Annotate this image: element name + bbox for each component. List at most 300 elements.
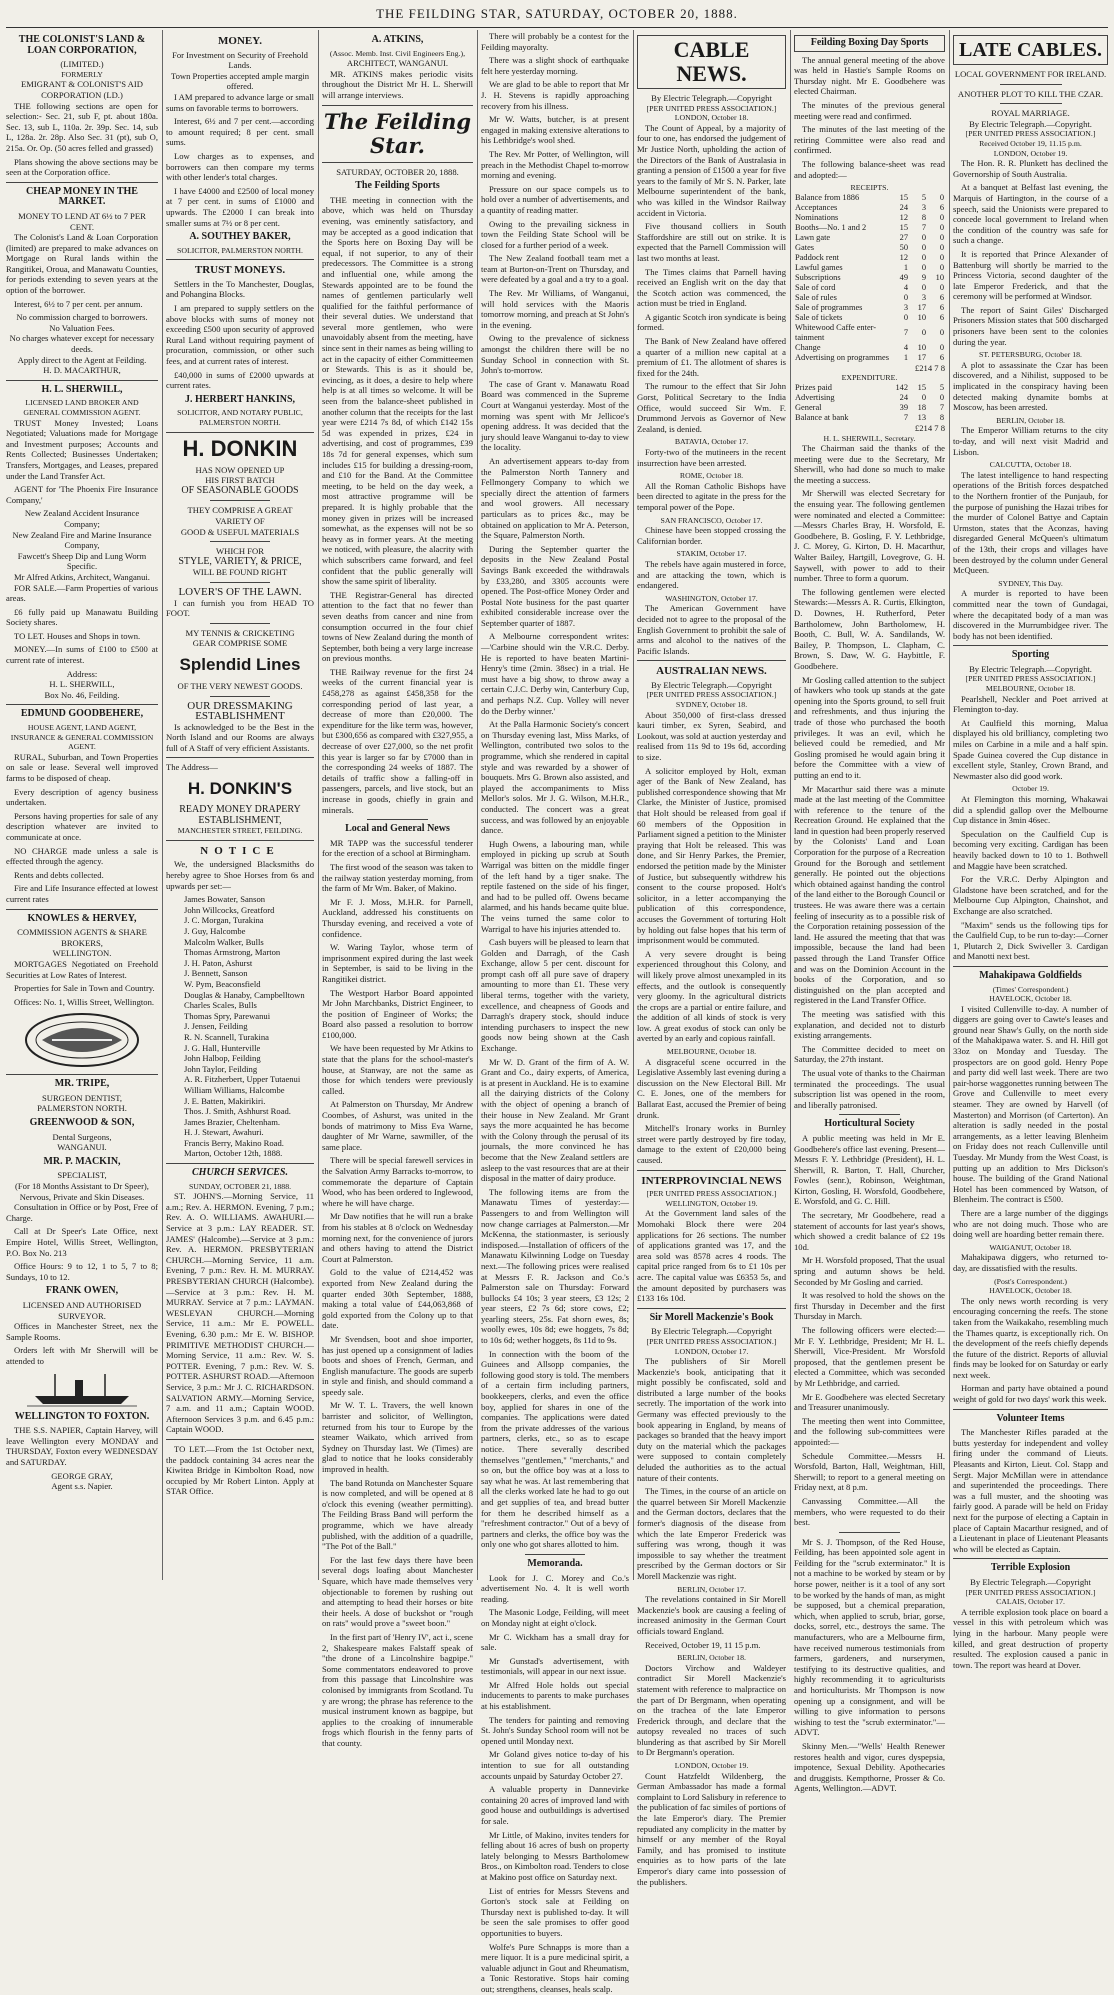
- ad-text: (Assoc. Memb. Inst. Civil Engineers Eng.),: [329, 48, 466, 58]
- ledger-amount: 5: [939, 382, 944, 392]
- ad-paragraph: Plans showing the above sections may be seen at the Corporation office.: [6, 156, 158, 178]
- ledger-amount: 0: [939, 232, 944, 242]
- dateline: HAVELOCK, October 18.: [989, 994, 1072, 1004]
- ad-paragraph: FOR SALE.—Farm Properties of various areas.: [6, 582, 158, 604]
- ledger-amount: 12: [899, 212, 908, 222]
- ad-heading: EDMUND GOODBEHERE,: [20, 708, 144, 720]
- blacksmith-name: James Brazier, Cheltenham.: [184, 1116, 281, 1127]
- article-paragraph: At Flemington this morning, Whakawai did a splendid gallop over the Melbourne Cup distance in 3min 46sec.: [953, 794, 1108, 826]
- ledger-row: [794, 263, 945, 273]
- ledger-amount: 0: [939, 262, 944, 272]
- blacksmith-name: J. G. Hall, Hunterville: [184, 1042, 261, 1053]
- article-heading: AUSTRALIAN NEWS.: [656, 665, 767, 678]
- dateline: BERLIN, October 18.: [996, 415, 1065, 425]
- ad-text: VARIETY OF: [215, 515, 265, 526]
- ledger-amount: 0: [921, 392, 926, 402]
- article-paragraph: Skinny Men.—"Wells' Health Renewer restores health and vigor, cures dyspepsia, impotence, Sexual Debility. Apothecaries and druggists. Kempthorne, Prosser & Co. Agents, Wellington.—ADVT.: [794, 1740, 945, 1794]
- column-rule: [318, 30, 319, 1580]
- article-paragraph: Count Hatzfeldt Wildenberg, the German Ambassador has made a formal complaint to Lord Salisbury in reference to the publication of fac similes of portions of the late Emperor's diary. The Premier repudiated any complicity in the matter by himself or any member of the Royal Family, and has promised to institute enquiries as to how parts of the late Emperor's diary came into possession of the publishers.: [637, 1770, 786, 1887]
- article-paragraph: The American Government have decided not to agree to the proposal of the English Government to prohibit the sale of arms and alcohol to the natives of the Pacific Islands.: [637, 603, 786, 656]
- ledger-amount: 17: [917, 352, 926, 362]
- article-paragraph: Mitchell's Ironary works in Burnley street were partly destroyed by fire today, damage to the extent of £20,000 being caused.: [637, 1123, 786, 1165]
- article-paragraph: The New Zealand football team met a team at Burton-on-Trent on Thursday, and were defeated by a goal and a try to a goal.: [481, 253, 629, 285]
- ad-text: GEAR COMPRISE SOME: [192, 638, 288, 649]
- dateline: HAVELOCK, October 18.: [989, 1286, 1072, 1296]
- article-heading: Terrible Explosion: [990, 1562, 1071, 1574]
- ad-text: HAS NOW OPENED UP: [195, 464, 285, 475]
- ad-text: GEORGE GRAY,: [51, 1470, 113, 1481]
- article-paragraph: Speculation on the Caulfield Cup is becoming very exciting. Cardigan has been heavily backed down to 10 to 1. Bothwell and Maggie have been scratched.: [953, 828, 1108, 871]
- ledger-heading: EXPENDITURE.: [841, 373, 898, 383]
- ad-text: Box No. 46, Feilding.: [44, 689, 120, 700]
- blacksmith-names-list: [166, 894, 314, 1159]
- ad-text: LICENSED LAND BROKER AND: [25, 398, 139, 408]
- article-paragraph: In connection with the boom of the Guinees and Allsopp companies, the following good story is told. The members of a certain firm including partners, bookkeepers, clerks, and even the office boy, applied for shares in one of the companies. The applications were dated from the private addresses of the various partners, clerks, etc., so as to escape notice. There severally described themselves "gentlemen," "merchants," and so on, but the office boy was at a loss to say what he was. At last remembering that all the clerks worked late he had to go out and get supplies of tea, and bread butter for them he described himself as a "refreshment contractor." Out of a bevy of partners and clerks, the office boy was the only one who got shares allotted to him.: [481, 1348, 629, 1550]
- ad-heading: FRANK OWEN,: [45, 1285, 119, 1297]
- blacksmith-name: James Bowater, Sanson: [184, 894, 266, 905]
- ad-paragraph: We, the undersigned Blacksmiths do hereby agree to Shoe Horses from 6s and upwards per set:—: [166, 859, 314, 891]
- article-paragraph: There will probably be a contest for the Feilding mayoralty.: [481, 31, 629, 52]
- newspaper-title: The Feilding Star.: [323, 108, 472, 158]
- ledger-amount: 15: [899, 192, 908, 202]
- article-paragraph: Mr H. Worsfold proposed, That the usual spring and autumn shows be held. Seconded by Mr Gosling and carried.: [794, 1255, 945, 1287]
- byline: By Electric Telegraph.—Copyright: [651, 679, 772, 690]
- ad-text: Mr Alfred Atkins, Architect, Wanganui.: [14, 571, 150, 582]
- ledger-row: [794, 213, 945, 223]
- ad-text: ARCHITECT, WANGANUI.: [346, 58, 449, 69]
- article-paragraph: The Count of Appeal, by a majority of four to one, has endorsed the judgement of Mr Justice North, upholding the action of the Directors of the Bank of Australasia in granting a pension of £1500 a year for five years to the family of Mr S. N. Parker, late Melbourne superintendent of the bank, who was killed in the Windsor Railway accident in Victoria.: [637, 122, 786, 218]
- ad-paragraph: Settlers in the To Manchester, Douglas, and Pohangina Blocks.: [166, 278, 314, 300]
- article-heading: Sir Morell Mackenzie's Book: [649, 1311, 774, 1323]
- ad-paragraph: MONEY.—In sums of £100 to £500 at current rate of interest.: [6, 644, 158, 666]
- sub-heading: ROYAL MARRIAGE.: [991, 108, 1070, 119]
- ledger-amount: 7: [903, 412, 908, 422]
- ledger-amount: 0: [921, 232, 926, 242]
- ad-paragraph: Orders left with Mr Sherwill will be attended to: [6, 1345, 158, 1366]
- article-paragraph: Wolfe's Pure Schnapps is more than a mere liquor. It is a pure medicinal spirit, a valuable adjunct in Gout and Rheumatism, a Tonic Restorative. Stops hair coming out; strengthens, cleanses, heals scalp.: [481, 1941, 629, 1994]
- blacksmith-name: William Williams, Halcombe: [184, 1084, 285, 1095]
- blacksmith-name: J. C. Morgan, Turakina: [184, 915, 264, 926]
- divider: [210, 623, 269, 624]
- divider: [210, 500, 269, 501]
- article-paragraph: Gold to the value of £214,452 was exported from New Zealand during the quarter ended 30th September, 1888, making a total value of £44,063,868 of gold exported from the Colony up to that date.: [322, 1267, 473, 1331]
- ad-heading: KNOWLES & HERVEY,: [27, 912, 137, 924]
- article-paragraph: All the Roman Catholic Bishops have been directed to agitate in the press for the temporal power of the Pope.: [637, 480, 786, 512]
- dateline: BERLIN, October 17.: [677, 1584, 746, 1594]
- article-paragraph: An advertisement appears to-day from the Palmerston North Tannery and Fellmongery Company to which we specially direct the attention of farmers and wool growers. All necessary particulars as to prices &c., may be obtained on application to Mr A. Peterson, the Square, Palmerston North.: [481, 455, 629, 541]
- ledger-item: General: [795, 402, 822, 412]
- article-paragraph: At Palmerston on Thursday, Mr Andrew Coombes, of Ashurst, was united in the bonds of matrimony to Miss Eva Warne, daughter of Mr Warne, sawmiller, of the same place.: [322, 1099, 473, 1152]
- dateline: WELLINGTON, October 19.: [665, 1198, 758, 1208]
- ad-text: Nervous, Private and Skin Diseases.: [19, 1191, 145, 1202]
- article-paragraph: MR TAPP was the successful tenderer for the erection of a school at Birmingham.: [322, 837, 473, 859]
- ad-paragraph: AGENT for 'The Phoenix Fire Insurance Company,': [6, 484, 158, 505]
- ad-text: (LIMITED.): [60, 59, 104, 70]
- article-paragraph: Mr S. J. Thompson, of the Red House, Feilding, has been appointed sole agent in Feilding for the "scrub exterminator." It is not a machine to be worked by steam or by horse power, neither is it a tool of any sort to be worked by the hands of man, as might be supposed, but a chemical preparation, which, when applied to scrub, briar, gorse, docks, sorrel, etc., destroys the same. The manufacturers, who are a Melbourne firm, have received numerous testimonials from farmers, gardeners, and nurserymen, testifying to its destructive qualities, and highly recommending it to agriculturists and horticulturists. Mr Thompson is now opening up a consignment, and will be willing to give information to persons wishing to test the "scrub exterminator."—ADVT.: [794, 1536, 945, 1738]
- ad-text: GENERAL COMMISSION AGENT.: [23, 408, 141, 417]
- divider: [166, 1439, 314, 1440]
- ad-paragraph: RURAL, Suburban, and Town Properties on sale or lease. Several well improved farms to be disposed of cheap.: [6, 751, 158, 783]
- divider: [839, 1532, 899, 1533]
- article-paragraph: The report of Saint Giles' Discharged Prisoners Mission states that 500 discharged prisoners have been sent to the colonies during the year.: [953, 304, 1108, 347]
- ad-text: Fawcett's Sheep Dip and Lung Worm Specific.: [17, 550, 147, 572]
- ad-paragraph: I can furnish you from HEAD TO FOOT.: [166, 597, 314, 619]
- article-paragraph: The minutes of the previous general meeting were read and confirmed.: [794, 99, 945, 121]
- ad-text: Agent s.s. Napier.: [51, 1481, 113, 1492]
- byline: [PER UNITED PRESS ASSOCIATION.]: [646, 103, 777, 113]
- article-paragraph: THE Registrar-General has directed attention to the fact that no fewer than seven deaths from cancer and nine from consumption occurred in the four chief towns of New Zealand during the month of September, both being a very large increase on previous months.: [322, 589, 473, 664]
- byline: (Times' Correspondent.): [992, 984, 1069, 994]
- article-paragraph: There are a large number of the diggings who are not doing much. Those who are doing well are hoarding better remain there.: [953, 1207, 1108, 1240]
- ledger-amount: 5: [921, 192, 926, 202]
- ledger-amount: 6: [939, 292, 944, 302]
- article-paragraph: Mahakipawa diggers, who returned to-day, are dissatisfied with the results.: [953, 1252, 1108, 1273]
- ledger-amount: 0: [921, 262, 926, 272]
- ledger-amount: 15: [917, 382, 926, 392]
- article-paragraph: A terrible explosion took place on board a vessel in this with petroleum which was lying in the harbour. Many people were killed, and great destruction of property resulted. The explosion caused a panic in town. The report was heard at Dover.: [953, 1606, 1108, 1670]
- article-heading: The Feilding Sports: [355, 180, 440, 192]
- ad-paragraph: I have £4000 and £2500 of local money at 7 per cent. in sums of £1000 and upwards. The £2000 I can break into smaller sums at 7½ or 8 per cent.: [166, 185, 314, 228]
- article-paragraph: Mr Macarthur said there was a minute made at the last meeting of the Committee with reference to the tenure of the Recreation Ground. He explained that the land in question had been properly reserved by the Colonists' Land and Loan Corporation for the purpose of a Recreation Ground for the Borough and settlement generally. He pointed out the objections which obtained against handing the control of the land either to the Borough Council or trustees. He was aware there was a certain feeling of insecurity as to a possible risk of the Corporation retaining possession of the land. He assured the meeting that that was impossible, because the land had been passed through the Land Transfer Office and was on the Dominion Account in the books of the Corporation, and so distinguished on the plan accepted and registered in the Land Transfer Office.: [794, 783, 945, 1006]
- ad-text: Town Properties accepted ample margin offered.: [170, 70, 310, 92]
- dateline: CALCUTTA, October 18.: [989, 460, 1072, 470]
- byline: [PER UNITED PRESS ASSOCIATION.]: [965, 129, 1096, 139]
- signature-line: H. L. SHERWILL, Secretary.: [823, 433, 916, 443]
- ad-text: OUR DRESSMAKING ESTABLISHMENT: [187, 699, 293, 723]
- ad-text: (For 18 Months Assistant to Dr Speer),: [15, 1181, 149, 1192]
- article-paragraph: Cash buyers will be pleased to learn that Golden and Darragh, of the Cash Exchange, allow 5 per cent. discount for prompt cash off all pure save of drapery amounting to more than £1. These very liberal terms, together with the variety, excellence, and cheapness of Goods and Darragh's drapery stock, should induce intending purchasers to inspect the new goods now being shown at the Cash Exchange.: [481, 937, 629, 1054]
- ad-heading: GREENWOOD & SON,: [29, 1117, 135, 1129]
- ad-text: MY TENNIS & CRICKETING: [185, 627, 295, 638]
- ledger-item: Balance at bank: [795, 412, 849, 422]
- blacksmith-name: J. H. Paton, Ashurst: [184, 957, 253, 968]
- ledger-row: [794, 393, 945, 403]
- ad-text: Dental Surgeons,: [52, 1131, 112, 1142]
- ledger-row: [794, 313, 945, 323]
- ledger-amount: 27: [899, 232, 908, 242]
- divider: [367, 819, 427, 820]
- article-paragraph: Canvassing Committee.—All the members, who were requested to do their best.: [794, 1495, 945, 1528]
- ad-heading: MR. P. MACKIN,: [43, 1155, 121, 1167]
- article-paragraph: The following balance-sheet was read and adopted:—: [794, 158, 945, 180]
- ledger-amount: 1: [903, 262, 908, 272]
- article-heading: Local and General News: [345, 823, 450, 835]
- ledger-item: Whitewood Caffe enter-tainment: [795, 322, 877, 342]
- byline: By Electric Telegraph.—Copyright.: [969, 118, 1092, 129]
- article-heading: Sporting: [1011, 649, 1050, 661]
- ledger-item: Sale of programmes: [795, 302, 863, 312]
- article-paragraph: In the first part of 'Henry IV', act i., scene 2, Shakespeare makes Falstaff speak of "the drone of a Lincolnshire bagpipe." Some commentators endeavored to prove from this passage that Lincolnshire was colonised by immigrants from Scotland. Tu y are wrong; the phrase has reference to the musical instrument known as bagpipe, but applies to the croaking of innumerable frogs which flourish in the fenny parts of that county.: [322, 1631, 473, 1748]
- ledger-row: [794, 323, 945, 343]
- blacksmith-name: J. Bennett, Sanson: [184, 968, 248, 979]
- ad-paragraph: Offices: No. 1, Willis Street, Wellington.: [14, 996, 155, 1007]
- late-cables-heading: LATE CABLES.: [953, 35, 1108, 65]
- ad-paragraph: Offices in Manchester Street, nex the Sample Rooms.: [6, 1321, 158, 1342]
- ad-paragraph: Interest, 6½ to 7 per cent. per annum.: [14, 298, 143, 309]
- dateline: Received October 19, 11.15 p.m.: [979, 138, 1082, 148]
- article-paragraph: Pearlshell, Neckler and Poet arrived at Flemington to-day.: [953, 693, 1108, 715]
- article-paragraph: W. Waring Taylor, whose term of imprisonment expired during the last week in September, is said to be living in the Rangitikei district.: [322, 942, 473, 984]
- ledger-amount: 0: [939, 242, 944, 252]
- expenditure-table: [794, 383, 945, 423]
- article-paragraph: Mr C. Wickham has a small dray for sale.: [481, 1631, 629, 1653]
- article-paragraph: Owing to the prevalence of sickness amongst the children there will be no Sunday School in connection with St. John's to-morrow.: [481, 333, 629, 376]
- dateline: MELBOURNE, October 18.: [985, 684, 1076, 694]
- ad-heading: MR. TRIPE,: [54, 1078, 110, 1090]
- divider: [166, 432, 314, 433]
- ad-paragraph: Consultation in Office or by Post, Free of Charge.: [6, 1202, 158, 1223]
- article-paragraph: The rumour to the effect that Sir John Gorst, Political Secretary to the India Office, would succeed Sir Wm. F. Drummond Jervois as Governor of New Zealand, is denied.: [637, 381, 786, 434]
- divider: [6, 704, 158, 705]
- article-paragraph: A disgraceful scene occurred in the Legislative Assembly last evening during a discussion on the New Electoral Bill. Mr C. E. Jones, one of the members for Ballarat East, accused the Premier of being drunk.: [637, 1056, 786, 1120]
- divider: [953, 645, 1108, 646]
- blacksmith-name: Thomas Armstrong, Marton: [184, 947, 281, 958]
- ad-text: No Valuation Fees.: [49, 322, 115, 333]
- ledger-amount: 0: [939, 252, 944, 262]
- ledger-total: £214 7 8: [914, 422, 945, 433]
- ledger-amount: 0: [939, 392, 944, 402]
- blacksmith-name: J. Guy, Halcombe: [184, 926, 246, 936]
- article-paragraph: Mr Sherwill was elected Secretary for the ensuing year. The following gentlemen were nominated and elected a Committee:—Messrs Charles Bray, H. Worsfold, E. Goodbehere, B. Gosling, F. Y. Lethbridge, J. C. Morey, G. Kirton, D. H. Macarthur, Walter Bailey, Hartgill, Lovegrove, G. H. Saywell, with power to add to their number. Three to form a quorum.: [794, 488, 945, 584]
- divider: [953, 966, 1108, 967]
- article-paragraph: There will be special farewell services in the Salvation Army Barracks to-morrow, to commemorate the departure of Captain Wood, who has been ordered to Inglewood, where he will have charge.: [322, 1155, 473, 1208]
- column-rule: [477, 30, 478, 1580]
- article-paragraph: The following gentlemen were elected Stewards:—Messrs A. R. Curtis, Elkington, D. Downes, H. Rutherford, Peter Bartholomew, John Bartholomew, H. Booth, C. Bull, W. A. Sandilands, W. Bailey, P. Thompson, L. Clapham, C. Brown, S. Daw, W. G. Haybittle, F. Goodbehere.: [794, 586, 945, 671]
- ad-heading: H. L. SHERWILL,: [41, 383, 123, 395]
- byline: [PER UNITED PRESS ASSOCIATION.]: [965, 1587, 1096, 1597]
- dateline: ROME, October 18.: [679, 471, 744, 481]
- blacksmith-name: Thomas Spry, Parewanui: [184, 1010, 271, 1021]
- ledger-amount: 0: [921, 282, 926, 292]
- blacksmith-name: R. N. Scannell, Turakina: [184, 1031, 269, 1042]
- ledger-row: [794, 203, 945, 213]
- column-rule: [633, 30, 634, 1580]
- blacksmith-name: J. Jensen, Feilding: [184, 1021, 248, 1032]
- article-paragraph: We have been requested by Mr Atkins to state that the plans for the school-master's house, at Stanway, are not the same as those for which tenders were previously called.: [322, 1043, 473, 1096]
- sub-heading: LOCAL GOVERNMENT FOR IRELAND.: [954, 69, 1107, 79]
- ad-text: SPECIALIST,: [57, 1170, 107, 1181]
- ledger-item: Balance from 1886: [795, 192, 860, 202]
- ledger-amount: 6: [939, 352, 944, 362]
- issue-date: SATURDAY, OCTOBER 20, 1888.: [336, 166, 459, 177]
- ad-paragraph: Every description of agency business undertaken.: [6, 786, 158, 808]
- article-paragraph: The Committee decided to meet on Saturday, the 27th instant.: [794, 1043, 945, 1065]
- article-paragraph: A public meeting was held in Mr E. Goodbehere's office last evening. Present—Messrs F. Y. Lethbridge (President), H. L. Sherwill, R. Barton, T. Hall, Churcher, Fowles (senr.), Robinson, Weightman, Kirton, Gosling, H. Worsfold, Goodbehere, E. Worsfold, and G. C. Hill.: [794, 1132, 945, 1207]
- ad-text: PALMERSTON NORTH.: [37, 1103, 127, 1114]
- ad-text: MONEY TO LEND AT 6½ to 7 PER CENT.: [18, 210, 146, 232]
- column-4-news: [481, 31, 629, 1994]
- dateline: STAKIM, October 17.: [676, 549, 747, 559]
- ledger-amount: 8: [939, 412, 944, 422]
- article-paragraph: Mr F. J. Moss, M.H.R. for Parnell, Auckland, addressed his constituents on Thursday evening, and received a vote of confidence.: [322, 896, 473, 939]
- ad-text: READY MONEY DRAPERY ESTABLISHMENT,: [179, 804, 301, 826]
- article-paragraph: Mr Gunstad's advertisement, with testimonials, will appear in our next issue.: [481, 1655, 629, 1677]
- ad-text: LOVER'S OF THE LAWN.: [178, 585, 302, 598]
- ledger-total: £214 7 8: [914, 362, 945, 373]
- ad-text: WELLINGTON.: [52, 948, 112, 959]
- ledger-amount: 4: [903, 342, 908, 352]
- article-paragraph: It is reported that Prince Alexander of Battenburg will shortly be married to the Princess Victoria, second daughter of the late Emperor Frederick, and that the ceremony will be performed at Windsor.: [953, 248, 1108, 302]
- ledger-amount: 7: [939, 402, 944, 412]
- ledger-amount: 0: [903, 292, 908, 302]
- ad-paragraph: THE S.S. NAPIER, Captain Harvey, will leave Wellington every MONDAY and THURSDAY, Foxton every WEDNESDAY and SATURDAY.: [6, 1425, 158, 1467]
- article-paragraph: The annual general meeting of the above was held in Hastie's Sample Rooms on Thursday night. Mr E. Goodbehere was elected Chairman.: [794, 54, 945, 97]
- ad-paragraph: Interest, 6½ and 7 per cent.—according to amount required; 8 per cent. small sums.: [166, 116, 314, 148]
- ad-paragraph: The Colonist's Land & Loan Corporation (limited) are prepared to make advances on Mortgage on Rural lands within the Rangitikei, Oroua, and Manawatu Counties, for periods extending to seven years at the option of the borrower.: [6, 232, 158, 296]
- article-paragraph: Horman and party have obtained a pound weight of gold for two days' work this week.: [953, 1383, 1108, 1405]
- ad-text: No commission charged to borrowers.: [16, 312, 148, 323]
- ledger-amount: 4: [903, 282, 908, 292]
- article-paragraph: A murder is reported to have been committed near the town of Gundagai, where the decapitated body of a man was discovered in the Murrumbidgee river. The body has not been identified.: [953, 588, 1108, 641]
- ledger-item: Advertising: [795, 392, 835, 402]
- ad-text: SOLICITOR, AND NOTARY PUBLIC,: [177, 408, 303, 418]
- ledger-amount: 18: [917, 402, 926, 412]
- article-paragraph: The Bank of New Zealand have offered a quarter of a million new capital at a premium of £1. The allotment of shares is fixed for the 24th.: [637, 336, 786, 378]
- cable-news-heading: CABLE NEWS.: [637, 35, 786, 89]
- ad-heading: WELLINGTON TO FOXTON.: [14, 1410, 150, 1422]
- ledger-amount: 3: [921, 292, 926, 302]
- ad-paragraph: MORTGAGES Negotiated on Freehold Securities at Low Rates of Interest.: [6, 958, 158, 980]
- ledger-item: Lawful games: [795, 262, 843, 272]
- ad-heading: Splendid Lines: [179, 654, 301, 674]
- ad-paragraph: THE following sections are open for selection:- Sec. 21, sub F, pt. about 180a. Sec. 13, sub L, 110a. 2r. 39p. Sec. 14, sub L, 128a. 2r. 28p. Also Sec. 31 (pt), sub O, 215a. Or. Op. (50 acres felled and grassed): [6, 100, 158, 153]
- ad-text: COMMISSION AGENTS & SHARE BROKERS,: [17, 927, 147, 948]
- divider: [322, 105, 473, 106]
- ad-paragraph: Office Hours: 9 to 12, 1 to 5, 7 to 8; Sundays, 10 to 12.: [6, 1261, 158, 1282]
- article-paragraph: I visited Cullenville to-day. A number of diggers are going over to Cawte's leases and ground near Shaw's Gully, on the north side of the Mahakipawa water. S. and H. Hill got 33oz on Monday and Tuesday. The prospectors are on good gold. Henry Pope and party did well last week. There are two pair-horse waggonettes running between The Grove and Cullenville to meet every steamer. They are owned by Harvell (of Masterton) and Morrison (of Carterton). An alteration is sadly needed in the postal arrangements, as a letter leaving Blenheim on Friday does not reach Cullenville until Tuesday. Mr Mundy from the West Coast, is putting up an addition to Mrs Dickson's house. The building of the Grand National Hotel has been commenced by Watson, of Blenheim. The contract is £500.: [953, 1003, 1108, 1205]
- ad-paragraph: TO LET. Houses and Shops in town.: [14, 630, 141, 641]
- article-paragraph: The Times claims that Parnell having received an English writ on the day that the Scotch action was commenced, the action must be tried in England.: [637, 266, 786, 309]
- article-heading: Memoranda.: [527, 1557, 583, 1569]
- article-paragraph: The secretary, Mr Goodbehere, read a statement of accounts for last year's shows, which showed a credit balance of £2 19s 10d.: [794, 1210, 945, 1252]
- ad-heading: A. SOUTHEY BAKER,: [189, 231, 291, 243]
- article-heading: Horticultural Society: [824, 1118, 915, 1130]
- ledger-amount: 10: [917, 342, 926, 352]
- ledger-amount: 3: [921, 202, 926, 212]
- dateline: WAIGANUT, October 18.: [989, 1242, 1072, 1252]
- article-paragraph: The Westport Harbor Board appointed Mr John Marchbanks, District Engineer, to the position of Engineer of Works; the Board also passed a resolution to borrow £100,000.: [322, 987, 473, 1040]
- article-paragraph: Mr Gosling called attention to the subject of hawkers who took up stands at the gate opening into the Sports ground, to sell fruit and refreshments, and thus injuring the trade of those who purchased the booth privileges. It was an evil, which he believed could be remedied, and Mr Gosling promised he would again bring it before the Committee with a view of putting an end to it.: [794, 674, 945, 780]
- article-paragraph: The Emperor William returns to the city to-day, and will next visit Madrid and Lisbon.: [953, 425, 1108, 457]
- byline: [PER UNITED PRESS ASSOCIATION.]: [646, 1189, 777, 1199]
- ledger-row: [794, 303, 945, 313]
- article-paragraph: The latest intelligence to hand respecting operations of the British forces despatched to the Northern frontier of the Punjaub, for the purpose of punishing the Hazai tribes for the murder of Colonel Battye and Captain Urmston, states that the Aconzas, having disregarded General McQueen's ultimatum of the 13th, their crops and villages have been destroyed by the column under General McQueen.: [953, 469, 1108, 576]
- ad-paragraph: £6 fully paid up Manawatu Building Society shares.: [6, 606, 158, 628]
- article-paragraph: The only news worth recording is very encouraging concerning the reefs. The stone taken from the Waikakaho, resembling much the Thames quartz, is exceptionally rich. On the development of the reefs chiefly depends the future of the district. Reports of alluvial finds may be looked for on Saturday or early next week.: [953, 1295, 1108, 1380]
- ledger-amount: 6: [939, 302, 944, 312]
- ledger-heading: RECEIPTS.: [850, 183, 889, 193]
- ad-paragraph: £40,000 in sums of £2000 upwards at current rates.: [166, 369, 314, 391]
- article-paragraph: It was resolved to hold the shows on the first Thursday in December and the first Thursday in March.: [794, 1290, 945, 1322]
- article-paragraph: The following officers were elected:—Mr F. Y. Lethbridge, President; Mr H. L. Sherwill, Vice-President. Mr Worsfold proposed, that the gentlemen present be elected a Committee, which was seconded by Mr Lethbridge, and carried.: [794, 1325, 945, 1388]
- ledger-item: Paddock rent: [795, 252, 839, 262]
- article-paragraph: We are glad to be able to report that Mr J. H. Stevens is rapidly approaching recovery from his illness.: [481, 79, 629, 111]
- ad-heading: A. ATKINS,: [371, 34, 424, 45]
- divider: [210, 696, 269, 697]
- ledger-amount: 0: [939, 342, 944, 352]
- ad-paragraph: Persons having properties for sale of any description whatever are invited to communicate at once.: [6, 810, 158, 842]
- ledger-amount: 24: [899, 202, 908, 212]
- divider: [166, 757, 314, 758]
- byline: [PER UNITED PRESS ASSOCIATION.]: [965, 674, 1096, 684]
- divider: [953, 1558, 1108, 1559]
- article-paragraph: Mr Little, of Makino, invites tenders for felling about 16 acres of bush on property lately belonging to Messrs Bartholomew Bros., on Kimbolton road. Tenders to close at Makino post office on Saturday next.: [481, 1829, 629, 1882]
- article-paragraph: The rebels have again mustered in force, and are attacking the town, which is endangered.: [637, 558, 786, 591]
- ad-paragraph: I AM prepared to advance large or small sums on favorable terms to borrowers.: [166, 91, 314, 113]
- ledger-amount: 0: [939, 327, 944, 337]
- ad-text: SOLICITOR, PALMERSTON NORTH.: [177, 245, 303, 255]
- article-paragraph: The meeting was satisfied with this explanation, and decided not to disturb existing arrangements.: [794, 1008, 945, 1041]
- ad-paragraph: Is acknowledged to be the Best in the North Island and our Rooms are always full of A Staff of very efficient Assistants.: [166, 721, 314, 753]
- article-paragraph: About 350,000 of first-class dressed kauri timber, ex Syren, Seabird, and Lookout, was sold at auction yesterday and realised from 11s 9d to 19s 6d, according to size.: [637, 709, 786, 763]
- divider: [953, 1409, 1108, 1410]
- dateline: LONDON, October 19.: [993, 148, 1068, 158]
- ad-text: Apply direct to the Agent at Feilding.: [17, 354, 147, 365]
- ledger-amount: 7: [903, 327, 908, 337]
- ledger-row: [794, 223, 945, 233]
- article-paragraph: During the September quarter the deposits in the New Zealand Postal Savings Bank exceeded the withdrawals by £33,280, and 3305 accounts were opened. The Post-office Money Order and Postal Note business for the past quarter exhibited considerable increase over the September quarter of 1887.: [481, 543, 629, 628]
- column-rule: [949, 30, 950, 1580]
- ad-heading: H. DONKIN'S: [187, 779, 293, 799]
- ledger-row: [794, 283, 945, 293]
- article-paragraph: Mr Goland gives notice to-day of his intention to sue for all outstanding accounts unpaid by Saturday October 27.: [481, 1749, 629, 1781]
- ledger-amount: 0: [939, 212, 944, 222]
- divider: [210, 541, 269, 542]
- article-paragraph: The first wood of the season was taken to the railway station yesterday morning, from the farm of Mr Wm. Baker, of Makino.: [322, 861, 473, 894]
- ad-text: H. D. MACARTHUR,: [43, 365, 121, 376]
- ledger-amount: 8: [921, 212, 926, 222]
- blacksmith-name: H. J. Stewart, Awahuri.: [184, 1127, 264, 1138]
- ad-paragraph: TO LET.—From the 1st October next, the paddock containing 34 acres near the Kiwitea Bridge in Kimbolton Road, now occupied by Mr Robert Linton. Apply at STAR Office.: [166, 1443, 314, 1497]
- dateline: October 19.: [1012, 784, 1049, 794]
- dateline: LONDON, October 19.: [674, 1761, 749, 1771]
- ledger-amount: 24: [899, 392, 908, 402]
- article-heading: Volunteer Items: [996, 1412, 1065, 1424]
- article-paragraph: ST. JOHN'S.—Morning Service, 11 a.m.; Rev. A. HERMON. Evening, 7 p.m.; Rev. A. O. WILLIAMS. AWAHURI.—Service at 3 p.m.: LAY READER. ST. JAMES' (Halcombe).—Service at 3 p.m.: Rev. A. HERMON. PRESBYTERIAN CHURCH.—Morning Service, 11 a.m. Evening, 7 p.m.: Rev. H. M. MURRAY. PRESBYTERIAN CHURCH (Halcombe).—Service at 3 p.m.: Rev. H. M. MURRAY. Service at 7 p.m.: LAYMAN. WESLEYAN CHURCH.—Morning Service, 11 a.m.: Mr E. POWELL. Evening, 6.30 p.m.: Mr E. W. BISHOP. PRIMITIVE METHODIST CHURCH.—Morning Service, 11 a.m.: Rev. W. S. POTTER. Evening, 7 p.m.: Rev. W. S. POTTER. ASHURST ROAD.—Afternoon Service, 3 p.m.: Mr J. C. RICHARDSON. SALVATION ARMY.—Morning Service, 7 a.m. and 11 a.m.; Captain WOOD. Afternoon Services 3 p.m. and 6.45 p.m.: Captain WOOD.: [166, 1191, 314, 1435]
- article-paragraph: Pressure on our space compels us to hold over a number of advertisements, and a quantity of reading matter.: [481, 183, 629, 215]
- article-paragraph: The Chairman said the thanks of the meeting were due to the Secretary, Mr Sherwill, who had done so much to make the meeting a success.: [794, 443, 945, 485]
- ad-text: WHICH FOR: [216, 546, 264, 557]
- article-heading: INTERPROVINCIAL NEWS: [641, 1174, 782, 1187]
- article-paragraph: THE Railway revenue for the first 24 weeks of the current financial year is £458,278 as against £458,358 for the corresponding period of last year, a decrease of more than £20,000. The expenditure for the like term was, however, but £300,656 as compared with £327,955, a decrease of over £27,000, so the net profit this year is larger so far by £7000 than in the corresponding 24 weeks of 1887. The details of traffic show a falling-off in passengers, parcels, and live stock, but an increase in goods, chiefly in grain and minerals.: [322, 666, 473, 815]
- article-paragraph: For the V.R.C. Derby Alpington and Gladstone have been scratched, and for the Melbourne Cup Alpington, Chainshot, and Exchange are also scratched.: [953, 874, 1108, 916]
- article-paragraph: The case of Grant v. Manawatu Road Board was commenced in the Supreme Court at Wanganui yesterday. Most of the morning was spent with Mr Jellicoe's opening address. It was decided that the jury should leave Wanganui to-day to view the locality.: [481, 378, 629, 453]
- article-heading: Mahakipawa Goldfields: [979, 969, 1082, 981]
- steamship-icon: [27, 1370, 137, 1408]
- article-paragraph: The Manchester Rifles paraded at the butts yesterday for independent and volley firing under the command of Lieuts. Pleasants and Kirton, Lieut. Col. Stapp and Sergt. Major McMillan were in attendance and superintended the proceedings. There was a full muster, and the shooting was fairly good. A parade will be held on Friday next for the purpose of electing a Captain in place of Captain Macarthur resigned, and of a Lieutenant in place of Lieutenant Pleasants who will be elected as Captain.: [953, 1427, 1108, 1554]
- divider: [166, 840, 314, 841]
- ad-text: SUNDAY, OCTOBER 21, 1888.: [188, 1181, 292, 1191]
- ledger-item: Nominations: [795, 212, 839, 222]
- article-paragraph: Hugh Owens, a labouring man, while employed in picking up scrub at South Warrigal was bitten on the middle finger of the left hand by a tiger snake. The reptile fastened on the side of his finger, and had to be pulled off. Owens became alarmed, and his hands became quite blue. The veins turned the same color to Warrigal to have his injuries attended to.: [481, 838, 629, 934]
- divider: [637, 1308, 786, 1309]
- dateline: SYDNEY, This Day.: [998, 578, 1063, 588]
- ledger-amount: 7: [921, 222, 926, 232]
- ad-paragraph: I am prepared to supply settlers on the above blocks with sums of money not exceeding £500 upon security of approved Rural Land without requiring payment of procuration, commission, or other such fees, and at current rates of interest.: [166, 303, 314, 367]
- ad-text: OF THE VERY NEWEST GOODS.: [177, 680, 303, 691]
- ad-text: HOUSE AGENT, LAND AGENT, INSURANCE & GENERAL COMMISSION AGENT.: [10, 723, 154, 752]
- ad-text: OF SEASONABLE GOODS: [181, 484, 299, 496]
- dateline: BATAVIA, October 17.: [674, 437, 749, 447]
- byline: [PER UNITED PRESS ASSOCIATION.]: [646, 690, 777, 700]
- byline: (Post's Correspondent.): [994, 1276, 1067, 1286]
- article-paragraph: A very severe drought is being experienced throughout this Colony, and will likely prove almost unexampled in its effects, and the outlook is consequently very gloomy. In the agricultural districts the crops are a partial or entire failure, and the addition of all kinds of stock is very low. A great exodus of stock can only be averted by an early and copious rainfall.: [637, 948, 786, 1044]
- article-paragraph: At the Palla Harmonic Society's concert on Thursday evening last, Miss Marks, of Wellington, contributed two solos to the programme, which she rendered in capital style and was rewarded by a shower of bouquets. Mrs G. Brown also assisted, and played the accompaniments to Miss Mellor's solos. Mr J. G. Wilson, M.H.R., conducted. The concert was a great success, and was followed by an enjoyable dance.: [481, 719, 629, 836]
- dateline: SYDNEY, October 18.: [675, 700, 748, 710]
- ledger-amount: 0: [921, 242, 926, 252]
- divider: [1000, 84, 1062, 85]
- article-paragraph: Owing to the prevailing sickness in town the Feilding State School will be closed for a further period of a week.: [481, 218, 629, 250]
